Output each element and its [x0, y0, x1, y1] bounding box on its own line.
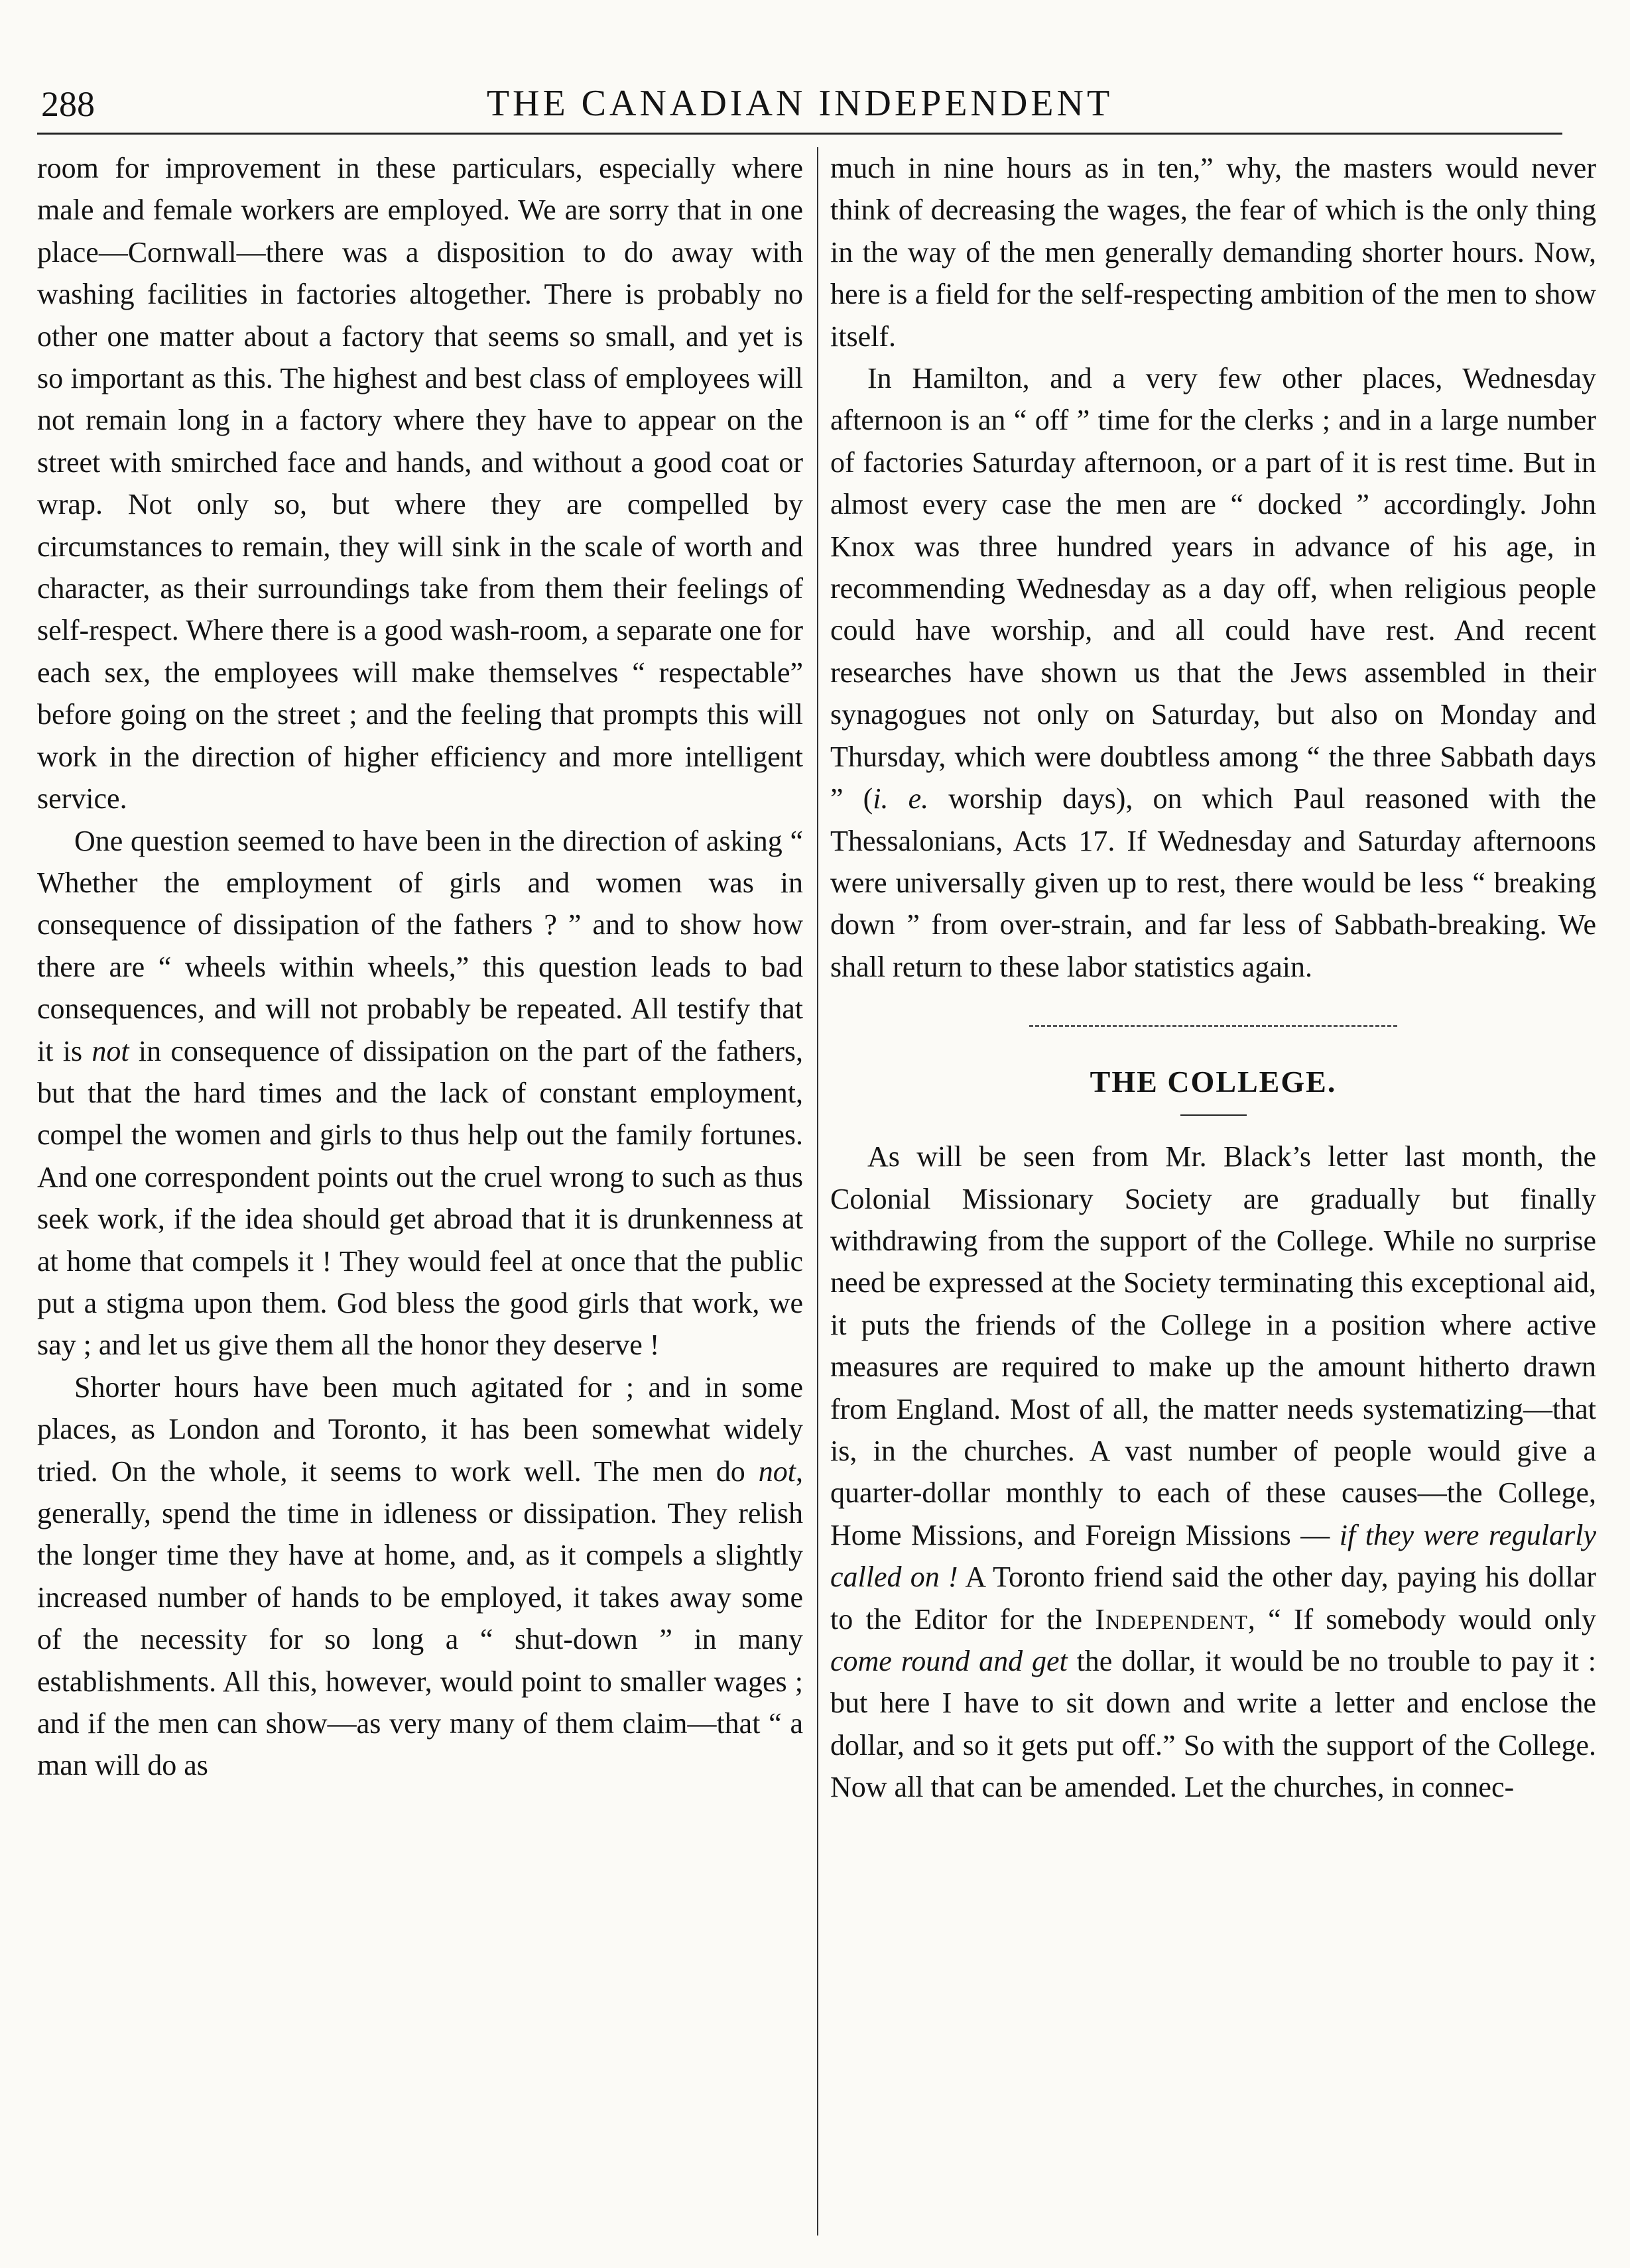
column-divider [817, 147, 818, 2236]
running-title: THE CANADIAN INDEPENDENT [486, 83, 1113, 124]
section-title: THE COLLEGE. [1090, 1065, 1337, 1099]
emphasis-regularly-called: if they were regularly called on ! [830, 1518, 1596, 1594]
emphasis-ie: i. e. [873, 782, 929, 815]
paragraph-washing-facilities: room for improvement in these particulars, especially where male and female workers are employed. We are sorry that in one place—Cornwall—there was a disposition to do away with washing facilities in factories altogether. There is probably no other one matter about a factory that seems so small, and yet is so important as this. The highest and best class of employees will not remain long in a factory where they have to appear on the street with smirched face and hands, and without a good coat or wrap. Not only so, but where they are compelled by circumstances to remain, they will sink in the scale of worth and character, as their surroundings take from them their feelings of self-respect. Where there is a good wash-room, a separate one for each sex, the employees will make themselves “ respectable” before going on the street ; and the feeling that prompts this will work in the direction of higher efficiency and more intelligent service. [37, 152, 803, 815]
emphasis-not: not [92, 1034, 129, 1067]
emphasis-come-round: come round and get [830, 1645, 1068, 1677]
paragraph-nine-hours: much in nine hours as in ten,” why, the masters would never think of decreasing the wages, the fear of which is the only thing in the way of the men generally demanding shorter hours. Now, here is a field for the self-respecting ambition of the men to show itself. [830, 152, 1596, 353]
paragraph-employment-of-women: One question seemed to have been in the direction of asking “ Whether the employment of girls and women was in consequence of dissipation of the fathers ? ” and to show how there are “ wheels within wheels,” this question leads to bad consequences, and will not probably be repeated. All testify that it is not in consequence of dissipation on the part of the fathers, but that the hard times and the lack of constant employment, compel the women and girls to thus help out the family fortunes. And one correspondent points out the cruel wrong to such as thus seek work, if the idea should get abroad that it is drunkenness at at home that compels it ! They would feel at once that the public put a stigma upon them. God bless the good girls that work, we say ; and let us give them all the honor they deserve ! [37, 824, 803, 1362]
paragraph-shorter-hours: Shorter hours have been much agitated for ; and in some places, as London and Toronto, it has been somewhat widely tried. On the whole, it seems to work well. The men do not, generally, spend the time in idleness or dissipation. They relish the longer time they have at home, and, as it compels a slightly increased number of hands to be employed, it takes away some of the necessity for so long a “ shut-down ” in many establishments. All this, however, would point to smaller wages ; and if the men can show—as very many of them claim—that “ a man will do as [37, 1370, 803, 1782]
left-column [37, 147, 803, 2236]
page-header [37, 80, 1562, 135]
paragraph-college: As will be seen from Mr. Black’s letter last month, the Colonial Missionary Society are gradually but finally withdrawing from the support of the College. While no surprise need be expressed at the Society terminating this exceptional aid, it puts the friends of the College in a position where active measures are required to make up the amount hitherto drawn from England. Most of all, the matter needs systematizing—that is, in the churches. A vast number of people would give a quarter-dollar monthly to each of these causes—the College, Home Missions, and Foreign Missions — if they were regularly called on ! A Toronto friend said the other day, paying his dollar to the Editor for the Independent, “ If somebody would only come round and get the dollar, it would be no trouble to pay it : but here I have to sit down and write a letter and enclose the dollar, and so it gets put off.” So with the support of the College. Now all that can be amended. Let the churches, in connec- [830, 1140, 1596, 1804]
paragraph-hamilton-rest: In Hamilton, and a very few other places, Wednesday afternoon is an “ off ” time for the clerks ; and in a large number of factories Saturday afternoon, or a part of it is rest time. But in almost every case the men are “ docked ” accordingly. John Knox was three hundred years in advance of his age, in recommending Wednesday as a day off, when religious people could have worship, and all could have rest. And recent researches have shown us that the Jews assembled in their synagogues not only on Saturday, but also on Monday and Thursday, which were doubtless among “ the three Sabbath days ” (i. e. worship days), on which Paul reasoned with the Thessalonians, Acts 17. If Wednesday and Saturday afternoons were universally given up to rest, there would be less “ breaking down ” from over-strain, and far less of Sabbath-breaking. We shall return to these labor statistics again. [830, 362, 1596, 983]
emphasis-not: not [758, 1455, 796, 1488]
title-rule [1180, 1114, 1247, 1116]
right-column [830, 147, 1596, 2236]
publication-name: Independent [1095, 1602, 1248, 1636]
section-separator [830, 988, 1596, 1061]
page-number: 288 [41, 84, 95, 124]
